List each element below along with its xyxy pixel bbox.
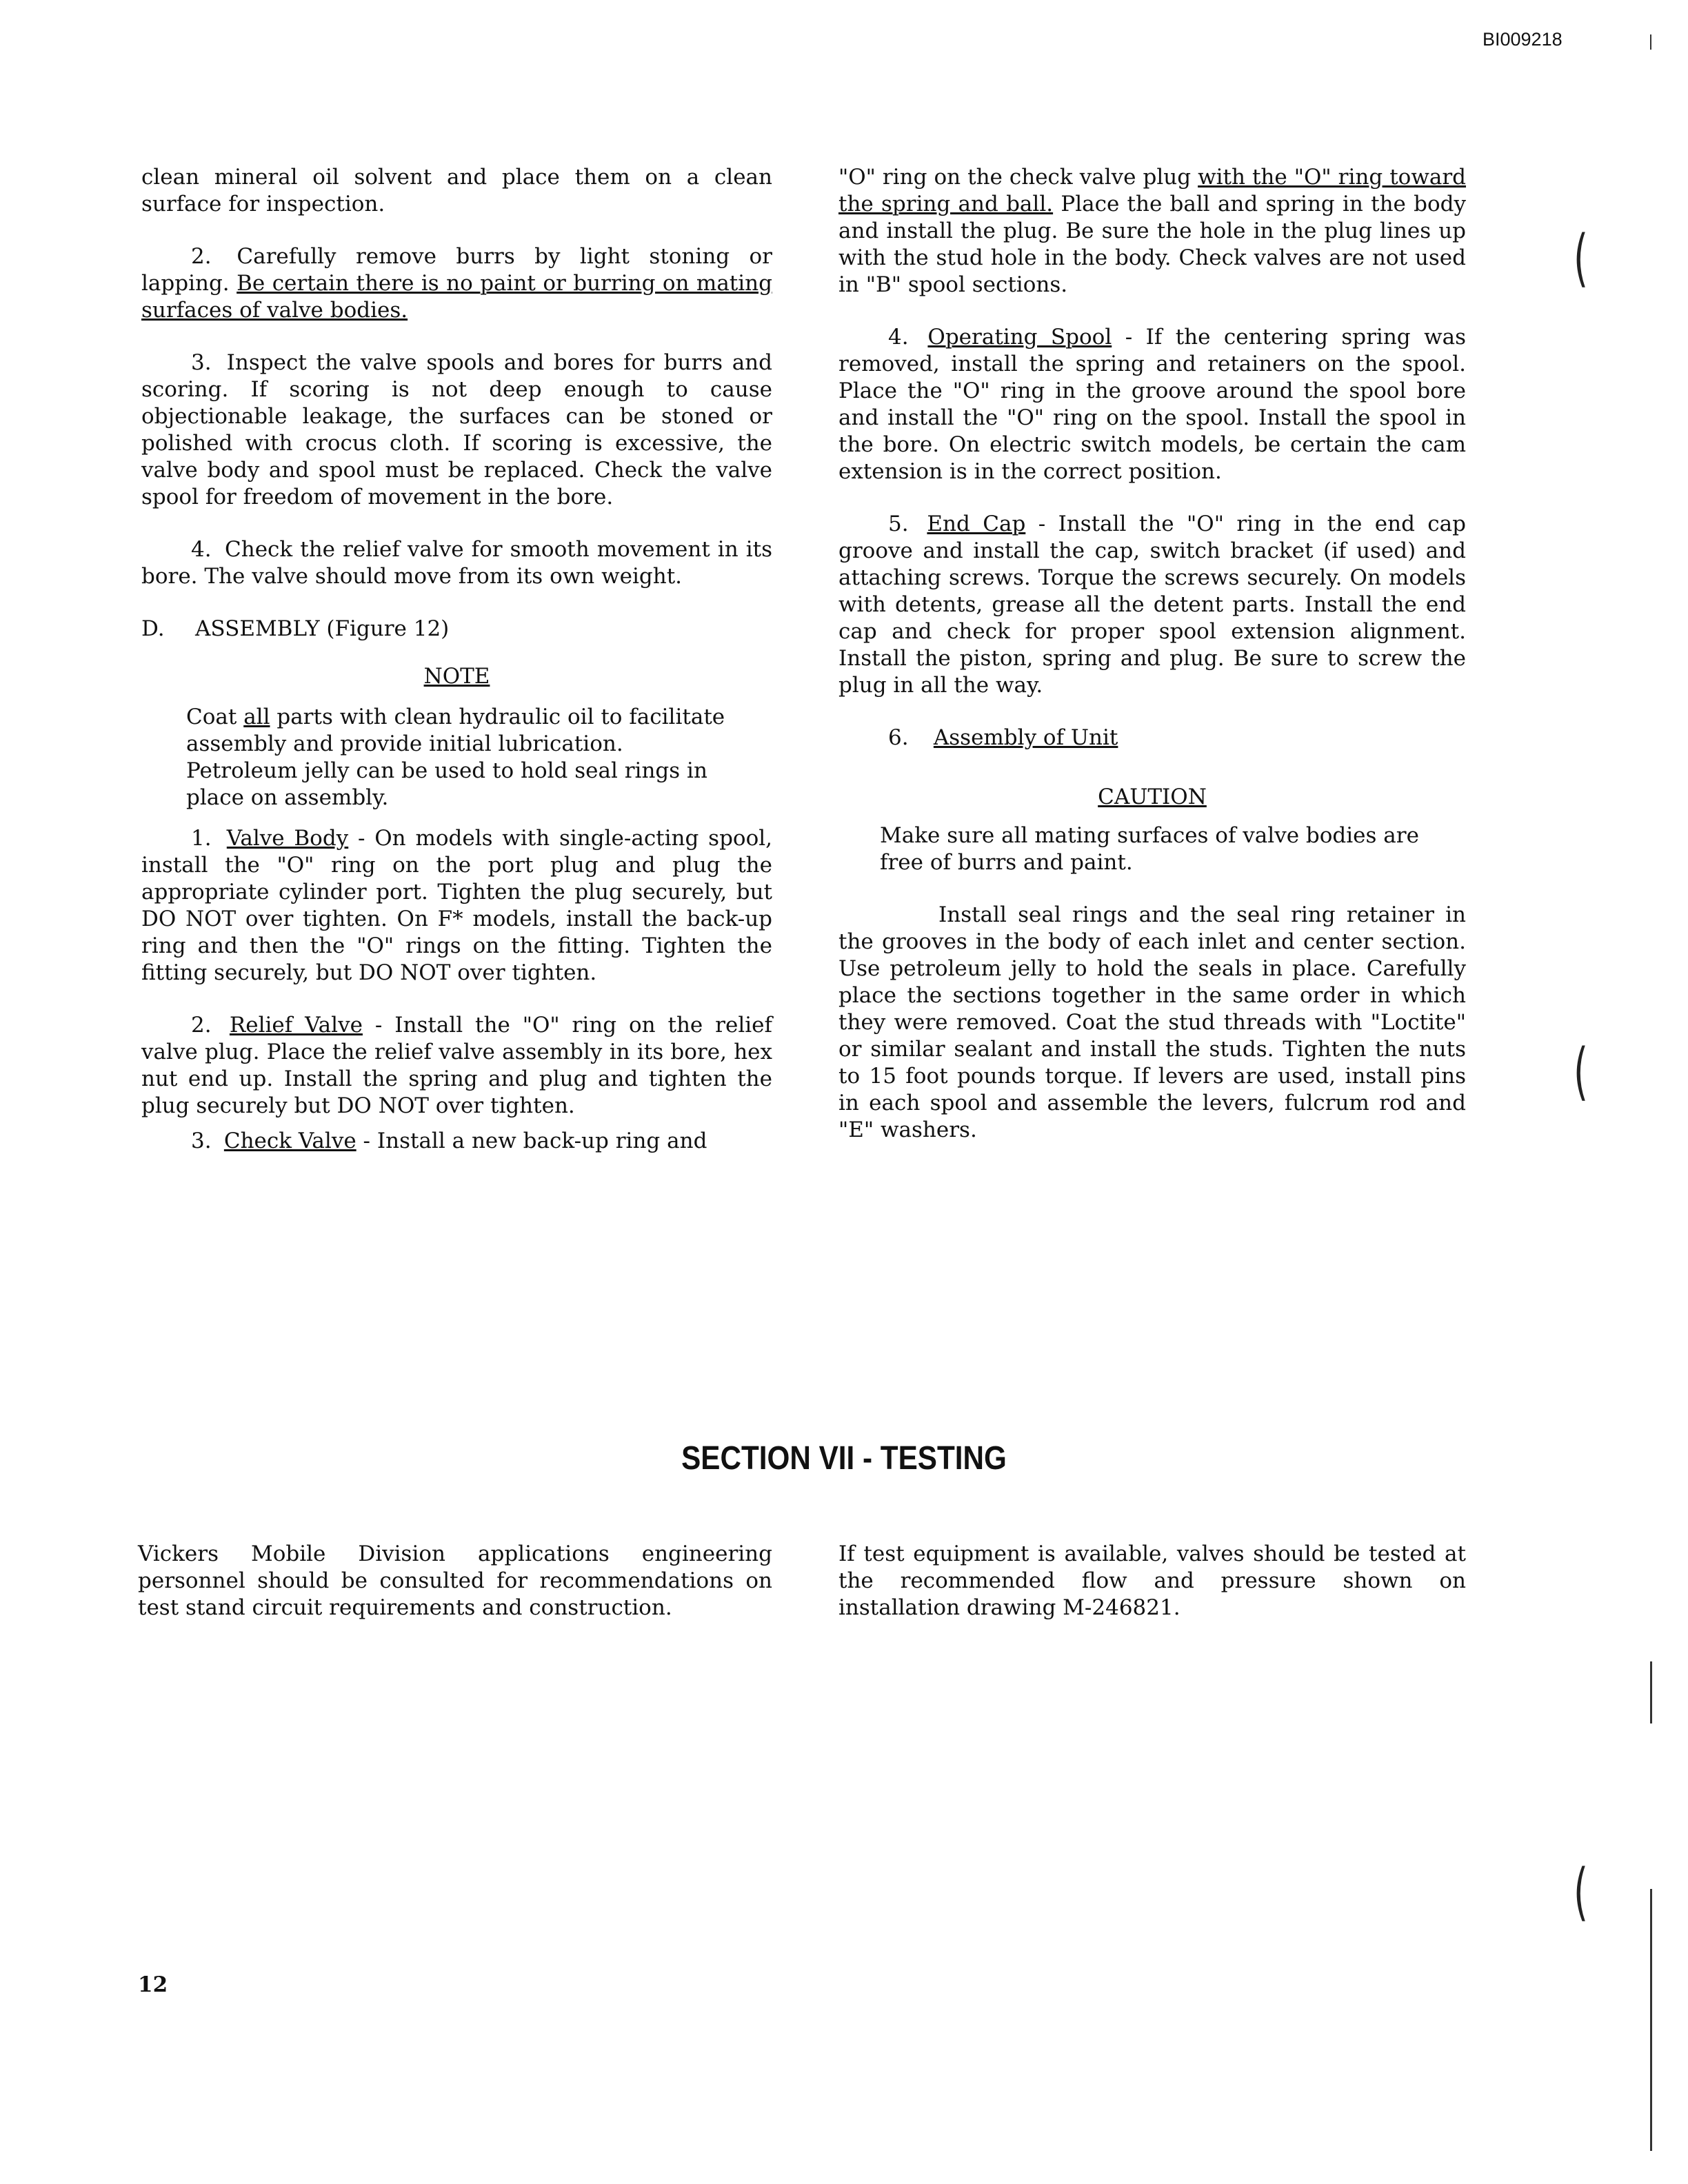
section-heading: [141, 616, 772, 643]
note-text: Coat: [186, 705, 237, 729]
left-column: [141, 164, 772, 1155]
heading-text: ASSEMBLY (Figure 12): [195, 616, 450, 641]
item-text: Inspect the valve spools and bores for burrs and scoring. If scoring is not deep enough to cause objectionable leakage, the surfaces can be stoned or polished with crocus cloth. If scoring is excessive, the valve body and spool must be replaced. Check the valve spool for freedom of movement in the bore.: [141, 350, 772, 509]
step-title: Valve Body: [226, 826, 349, 851]
list-item: [141, 243, 772, 324]
paragraph-text: "O" ring on the check valve plug: [838, 165, 1192, 190]
item-text: Carefully remove burrs by light stoning or lapping.: [141, 244, 772, 296]
page-number: 12: [138, 1972, 168, 1997]
item-number: 3.: [191, 1129, 212, 1153]
item-number: 2.: [191, 1013, 212, 1038]
list-item: [141, 825, 772, 987]
underlined-text: all: [243, 705, 270, 729]
step-title: End Cap: [927, 512, 1026, 536]
item-number: 6.: [888, 725, 909, 750]
list-item: [838, 511, 1466, 699]
caution-title: CAUTION: [1098, 785, 1207, 809]
item-number: 3.: [191, 350, 212, 375]
item-number: 1.: [191, 826, 212, 851]
section-title: SECTION VII - TESTING: [681, 1440, 1007, 1477]
item-number: 4.: [888, 325, 909, 350]
list-item: [141, 350, 772, 511]
item-text: Check the relief valve for smooth movement in its bore. The valve should move from its own weight.: [141, 537, 772, 589]
step-title: Check Valve: [223, 1129, 356, 1153]
heading-letter: D.: [141, 616, 165, 641]
right-column: [838, 164, 1466, 1144]
item-number: 4.: [191, 537, 212, 562]
step-title: Relief Valve: [229, 1013, 363, 1038]
paragraph: [838, 164, 1466, 299]
scan-edge-line: [1650, 1661, 1652, 1723]
binder-hole-mark: (: [1574, 1035, 1589, 1108]
testing-right-paragraph: If test equipment is available, valves should be tested at the recommended flow and pressure shown on installation drawing M-246821.: [838, 1541, 1466, 1620]
caution-body: Make sure all mating surfaces of valve bodies are free of burrs and paint.: [880, 823, 1419, 875]
list-item: [141, 1128, 772, 1155]
step-title: Operating Spool: [927, 325, 1112, 350]
testing-left-paragraph: Vickers Mobile Division applications engineering personnel should be consulted for recommendations on test stand circuit requirements and construction.: [138, 1541, 772, 1620]
note-body: [186, 704, 731, 811]
underlined-text: with the "O" ring toward the spring and ball.: [838, 165, 1467, 216]
step-title: Assembly of Unit: [933, 725, 1118, 750]
underlined-text: Be certain there is no paint or burring on mating surfaces of valve bodies.: [141, 271, 772, 323]
note-text: parts with clean hydraulic oil to facilitate assembly and provide initial lubrication. Petroleum jelly can be used to hold seal rings in place on assembly.: [186, 705, 725, 810]
paragraph: Install seal rings and the seal ring retainer in the grooves in the body of each inlet and center section. Use petroleum jelly to hold the seals in place. Carefully place the sections together in the same order in which they were removed. Coat the stud threads with "Loctite" or similar sealant and install the studs. Tighten the nuts to 15 foot pounds torque. If levers are used, install pins in each spool and assemble the levers, fulcrum rod and "E" washers.: [838, 902, 1466, 1142]
paragraph: clean mineral oil solvent and place them on a clean surface for inspection.: [141, 165, 772, 216]
binder-hole-mark: (: [1574, 222, 1589, 294]
scan-edge-line: [1650, 1889, 1652, 2151]
list-item: [838, 324, 1466, 485]
item-number: 5.: [888, 512, 909, 536]
item-text: - Install the "O" ring on the relief valve plug. Place the relief valve assembly in its bore, hex nut end up. Install the spring and plug and tighten the plug securely but DO NOT over tighten.: [141, 1013, 772, 1118]
document-id: BI009218: [1483, 29, 1563, 50]
scan-edge-line: [1650, 34, 1651, 50]
item-text: - Install the "O" ring in the end cap groove and install the cap, switch bracket (if used) and attaching screws. Torque the screws securely. On models with detents, grease all the detent parts. Install the end cap and check for proper spool extension alignment. Install the piston, spring and plug. Be sure to screw the plug in all the way.: [838, 512, 1466, 698]
binder-hole-mark: (: [1574, 1856, 1589, 1928]
list-item: [141, 536, 772, 590]
item-text: - On models with single-acting spool, install the "O" ring on the port plug and plug the appropriate cylinder port. Tighten the plug securely, but DO NOT over tighten. On F* models, install the back-up ring and then the "O" rings on the fitting. Tighten the fitting securely, but DO NOT over tighten.: [141, 826, 773, 985]
list-item: [141, 1012, 772, 1120]
item-number: 2.: [191, 244, 212, 269]
list-item: [838, 725, 1466, 751]
item-text: - Install a new back-up ring and: [363, 1129, 707, 1153]
item-text: - If the centering spring was removed, install the spring and retainers on the spool. Place the "O" ring in the groove around the spool bore and install the "O" ring on the spool. Install the spool in the bore. On electric switch models, be certain the cam extension is in the correct position.: [838, 325, 1466, 484]
paragraph-text: Place the ball and spring in the body and install the plug. Be sure the hole in the plug lines up with the stud hole in the body. Check valves are not used in "B" spool sections.: [838, 192, 1467, 297]
note-title: NOTE: [423, 664, 490, 689]
